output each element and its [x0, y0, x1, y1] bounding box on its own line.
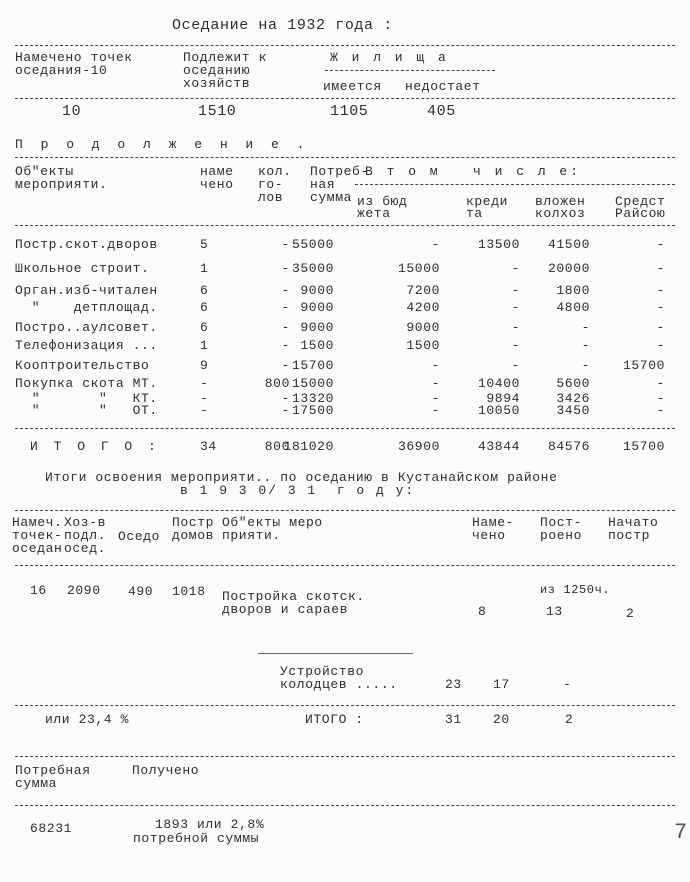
header-built: роено [540, 528, 583, 543]
cell-heads: - [281, 391, 290, 406]
cell-raisoyuz: - [656, 300, 665, 315]
cell-object: Школьное строит. [15, 261, 150, 276]
cell-planned: 34 [200, 439, 217, 454]
header-planned: наме [200, 164, 234, 179]
value-received: 1893 или 2,8% [155, 817, 265, 832]
header-credit: креди [466, 194, 509, 209]
cell-heads: 800 [264, 376, 290, 391]
cell-budget: - [431, 376, 440, 391]
cell-raisoyuz: 15700 [622, 358, 665, 373]
cell-heads: - [281, 403, 290, 418]
header-houses: Постр [172, 515, 215, 530]
header-budget: жета [357, 206, 391, 221]
cell-object: И Т О Г О : [30, 439, 160, 454]
divider [325, 70, 495, 71]
cell-credit: - [511, 261, 520, 276]
cell-required: 15000 [291, 376, 334, 391]
cell-kolkhoz: 5600 [556, 376, 590, 391]
cell-raisoyuz: - [656, 391, 665, 406]
cell-required: 13320 [291, 391, 334, 406]
results-subtitle: в 1 9 3 0/ 3 1 г о д у: [180, 483, 416, 498]
cell-kolkhoz: 84576 [547, 439, 590, 454]
continuation-heading: П р о д о л ж е н и е . [15, 137, 310, 152]
value-households: 2090 [67, 583, 101, 598]
header-households: Подлежит к [183, 50, 268, 65]
cell-object: Покупка скота МТ. [15, 376, 158, 391]
cell-heads: - [281, 358, 290, 373]
divider [15, 510, 675, 511]
cell-planned: 9 [200, 358, 209, 373]
header-points: оседан [12, 541, 63, 556]
cell-planned: - [200, 403, 209, 418]
header-required: сумма [310, 190, 353, 205]
header-planned: чено [472, 528, 506, 543]
header-started: Начато [608, 515, 659, 530]
cell-raisoyuz: - [656, 376, 665, 391]
cell-required: 35000 [291, 261, 334, 276]
value-households: 1510 [198, 103, 237, 120]
cell-kolkhoz: - [581, 320, 590, 335]
cell-required: 55000 [291, 237, 334, 252]
cell-planned: 6 [200, 300, 209, 315]
cell-object: " " ОТ. [15, 403, 158, 418]
cell-object: Постро..аулсовет. [15, 320, 158, 335]
cell-budget: 1500 [406, 338, 440, 353]
value-planned: 23 [445, 677, 462, 692]
cell-kolkhoz: 3450 [556, 403, 590, 418]
cell-raisoyuz: - [656, 403, 665, 418]
object-name: колодцев ..... [280, 677, 398, 692]
header-houses: домов [172, 528, 215, 543]
header-including: В т о м ч и с л е: [365, 164, 582, 179]
cell-kolkhoz: 41500 [547, 237, 590, 252]
header-raisoyuz: Средст [615, 194, 666, 209]
cell-budget: 15000 [397, 261, 440, 276]
header-kolkhoz: колхоз [535, 206, 586, 221]
header-heads: го- [258, 177, 284, 192]
cell-heads: 800 [264, 439, 290, 454]
value-points: 10 [62, 103, 82, 120]
cell-credit: - [511, 320, 520, 335]
cell-raisoyuz: - [656, 338, 665, 353]
cell-budget: - [431, 237, 440, 252]
cell-required: 17500 [291, 403, 334, 418]
divider [258, 653, 413, 654]
cell-heads: - [281, 261, 290, 276]
divider [15, 705, 675, 706]
cell-object: Телефонизация ... [15, 338, 158, 353]
header-objects: мероприяти. [15, 177, 108, 192]
cell-heads: - [281, 283, 290, 298]
header-required: ная [310, 177, 336, 192]
cell-planned: 5 [200, 237, 209, 252]
cell-required: 1500 [300, 338, 334, 353]
cell-raisoyuz: - [656, 283, 665, 298]
header-required-sum: сумма [15, 776, 58, 791]
header-built: Пост- [540, 515, 583, 530]
cell-credit: 10050 [477, 403, 520, 418]
cell-budget: 9000 [406, 320, 440, 335]
cell-heads: - [281, 320, 290, 335]
header-objects: прияти. [222, 528, 281, 543]
header-required-sum: Потребная [15, 763, 91, 778]
cell-planned: 6 [200, 283, 209, 298]
value-have: 1105 [330, 103, 369, 120]
header-households: оседанию [183, 63, 251, 78]
header-required: Потреб- [310, 164, 369, 179]
cell-raisoyuz: - [656, 261, 665, 276]
cell-budget: - [431, 403, 440, 418]
cell-credit: - [511, 283, 520, 298]
value-built: 17 [493, 677, 510, 692]
header-heads: кол. [258, 164, 292, 179]
cell-planned: - [200, 376, 209, 391]
header-planned: чено [200, 177, 234, 192]
cell-credit: 13500 [477, 237, 520, 252]
header-settled: Оседо [118, 529, 161, 544]
divider [15, 805, 675, 806]
value-required-sum: 68231 [30, 821, 73, 836]
total-percent: или 23,4 % [45, 712, 130, 727]
header-objects: Об"екты меро [222, 515, 323, 530]
cell-planned: 6 [200, 320, 209, 335]
cell-object: " " КТ. [15, 391, 158, 406]
cell-object: Постр.скот.дворов [15, 237, 158, 252]
cell-budget: 36900 [397, 439, 440, 454]
divider [15, 225, 675, 226]
total-planned: 31 [445, 712, 462, 727]
total-started: 2 [565, 712, 574, 727]
object-name: дворов и сараев [222, 602, 349, 617]
cell-kolkhoz: 1800 [556, 283, 590, 298]
cell-raisoyuz: 15700 [622, 439, 665, 454]
cell-budget: 7200 [406, 283, 440, 298]
header-housing: Ж и л и щ а [330, 50, 449, 65]
cell-heads: - [281, 237, 290, 252]
cell-required: 181020 [283, 439, 334, 454]
cell-required: 9000 [300, 283, 334, 298]
page-number: 7 [674, 820, 688, 845]
header-households: подл. [64, 528, 107, 543]
cell-raisoyuz: - [656, 320, 665, 335]
header-received: Получено [132, 763, 200, 778]
cell-kolkhoz: - [581, 338, 590, 353]
cell-credit: - [511, 300, 520, 315]
cell-required: 9000 [300, 320, 334, 335]
divider [15, 98, 675, 99]
header-points: Намеч. [12, 515, 63, 530]
cell-raisoyuz: - [656, 237, 665, 252]
cell-credit: - [511, 358, 520, 373]
header-budget: из бюд [357, 194, 408, 209]
header-have: имеется [323, 79, 382, 94]
cell-budget: - [431, 391, 440, 406]
header-households: Хоз-в [64, 515, 107, 530]
header-points: Намечено точек [15, 50, 133, 65]
total-built: 20 [493, 712, 510, 727]
cell-credit: 43844 [477, 439, 520, 454]
header-points: точек- [12, 528, 63, 543]
cell-object: Орган.изб-читален [15, 283, 158, 298]
cell-required: 15700 [291, 358, 334, 373]
document-title: Оседание на 1932 года : [172, 17, 393, 34]
header-planned: Наме- [472, 515, 515, 530]
divider [355, 184, 675, 185]
cell-heads: - [281, 300, 290, 315]
header-households: хозяйств [183, 76, 251, 91]
header-credit: та [466, 206, 483, 221]
total-label: ИТОГО : [305, 712, 364, 727]
value-received-note: потребной суммы [133, 831, 260, 846]
value-built: 13 [546, 604, 563, 619]
cell-planned: 1 [200, 261, 209, 276]
results-title: Итоги освоения мероприяти.. по оседанию в Кустанайском районе [45, 470, 558, 485]
cell-credit: - [511, 338, 520, 353]
cell-planned: - [200, 391, 209, 406]
divider [15, 565, 675, 566]
divider [15, 157, 675, 158]
header-started: постр [608, 528, 651, 543]
header-kolkhoz: вложен [535, 194, 586, 209]
cell-kolkhoz: 3426 [556, 391, 590, 406]
cell-object: Кооптроительство [15, 358, 150, 373]
value-points: 16 [30, 583, 47, 598]
value-settled: 490 [128, 584, 154, 599]
header-heads: лов [258, 190, 284, 205]
value-lack: 405 [427, 103, 456, 120]
header-points: оседания-10 [15, 63, 108, 78]
cell-credit: 10400 [477, 376, 520, 391]
value-started: - [563, 677, 572, 692]
cell-required: 9000 [300, 300, 334, 315]
divider [15, 756, 675, 757]
cell-credit: 9894 [486, 391, 520, 406]
divider [15, 45, 675, 46]
header-households: осед. [64, 541, 107, 556]
object-name: Постройка скотск. [222, 589, 365, 604]
value-houses: 1018 [172, 584, 206, 599]
header-objects: Об"екты [15, 164, 74, 179]
cell-budget: 4200 [406, 300, 440, 315]
cell-kolkhoz: 20000 [547, 261, 590, 276]
value-planned: 8 [478, 604, 487, 619]
header-raisoyuz: Райсою [615, 206, 666, 221]
cell-budget: - [431, 358, 440, 373]
cell-object: " детплощад. [15, 300, 158, 315]
divider [15, 428, 675, 429]
cell-planned: 1 [200, 338, 209, 353]
cell-heads: - [281, 338, 290, 353]
value-built-note: из 1250ч. [540, 583, 611, 597]
value-started: 2 [626, 606, 635, 621]
header-lack: недостает [405, 79, 481, 94]
cell-kolkhoz: - [581, 358, 590, 373]
cell-kolkhoz: 4800 [556, 300, 590, 315]
object-name: Устройство [280, 664, 365, 679]
